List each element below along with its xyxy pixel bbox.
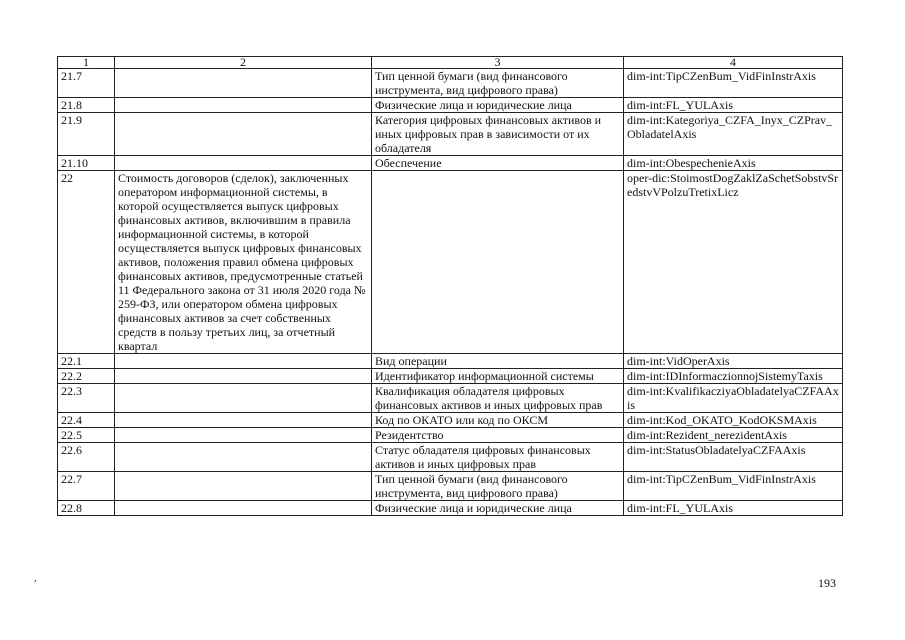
header-row bbox=[58, 57, 843, 69]
row-name bbox=[372, 428, 624, 443]
row-description bbox=[115, 98, 372, 113]
row-number-text: 21.7 bbox=[61, 69, 82, 83]
row-code-text: dim-int:Kategoriya_CZFA_Inyx_CZPrav_ObladatelAxis bbox=[627, 113, 833, 141]
row-number bbox=[58, 472, 115, 501]
table-row bbox=[58, 98, 843, 113]
row-name-text: Тип ценной бумаги (вид финансового инструмента, вид цифрового права) bbox=[375, 69, 568, 97]
row-code-text: dim-int:FL_YULAxis bbox=[627, 501, 734, 515]
row-name bbox=[372, 69, 624, 98]
row-name-text: Тип ценной бумаги (вид финансового инструмента, вид цифрового права) bbox=[375, 472, 568, 500]
row-code-text: dim-int:IDInformaczionnojSistemyTaxis bbox=[627, 369, 823, 383]
row-description bbox=[115, 369, 372, 384]
row-name bbox=[372, 156, 624, 171]
row-code bbox=[624, 354, 843, 369]
row-name bbox=[372, 171, 624, 354]
row-name bbox=[372, 384, 624, 413]
row-code-text: oper-dic:StoimostDogZaklZaSchetSobstvSredstvVPolzuTretixLicz bbox=[627, 171, 839, 199]
row-name-text: Категория цифровых финансовых активов и иных цифровых прав в зависимости от их обладателя bbox=[375, 113, 602, 155]
indicator-table bbox=[57, 56, 843, 516]
row-number bbox=[58, 69, 115, 98]
row-name bbox=[372, 501, 624, 516]
row-name-text: Квалификация обладателя цифровых финансовых активов и иных цифровых прав bbox=[375, 384, 603, 412]
table-row bbox=[58, 413, 843, 428]
row-description bbox=[115, 501, 372, 516]
row-code bbox=[624, 428, 843, 443]
row-number bbox=[58, 113, 115, 156]
row-description bbox=[115, 413, 372, 428]
row-name-text: Физические лица и юридические лица bbox=[375, 98, 572, 112]
table-row bbox=[58, 69, 843, 98]
table-body bbox=[58, 57, 843, 516]
row-number-text: 22.4 bbox=[61, 413, 82, 427]
row-name-text: Код по ОКАТО или код по ОКСМ bbox=[375, 413, 548, 427]
row-code bbox=[624, 501, 843, 516]
row-name-text: Идентификатор информационной системы bbox=[375, 369, 594, 383]
table-row bbox=[58, 384, 843, 413]
row-number-text: 22.2 bbox=[61, 369, 82, 383]
row-description bbox=[115, 171, 372, 354]
row-number-text: 21.8 bbox=[61, 98, 82, 112]
row-code-text: dim-int:StatusObladatelyaCZFAAxis bbox=[627, 443, 806, 457]
row-code-text: dim-int:FL_YULAxis bbox=[627, 98, 734, 112]
row-name-text: Резидентство bbox=[375, 428, 444, 442]
row-code-text: dim-int:KvalifikacziyaObladatelyaCZFAAxis bbox=[627, 384, 839, 412]
row-description-text: Стоимость договоров (сделок), заключенных оператором информационной системы, в которой осуществляется выпуск цифровых финансовых активов, включившим в правила информационной системы, в которой осуществляется выпуск цифровых финансовых активов, положения правил обмена цифровых финансовых активов, предусмотренные статьей 11 Федерального закона от 31 июля 2020 года № 259-ФЗ, или оператором обмена цифровых финансовых активов за счет собственных средств в пользу третьих лиц, за отчетный квартал bbox=[118, 171, 366, 353]
row-description bbox=[115, 113, 372, 156]
row-number-text: 22.6 bbox=[61, 443, 82, 457]
row-number bbox=[58, 354, 115, 369]
table-row bbox=[58, 171, 843, 354]
row-code bbox=[624, 98, 843, 113]
row-number-text: 21.10 bbox=[61, 156, 88, 170]
table-row bbox=[58, 428, 843, 443]
row-code-text: dim-int:TipCZenBum_VidFinInstrAxis bbox=[627, 69, 816, 83]
row-name bbox=[372, 413, 624, 428]
row-code bbox=[624, 369, 843, 384]
row-number bbox=[58, 443, 115, 472]
header-col-4: 4 bbox=[624, 57, 843, 69]
row-code bbox=[624, 156, 843, 171]
row-number-text: 22 bbox=[61, 171, 73, 185]
row-code-text: dim-int:ObespechenieAxis bbox=[627, 156, 756, 170]
table-row bbox=[58, 472, 843, 501]
row-number-text: 22.5 bbox=[61, 428, 82, 442]
row-description bbox=[115, 384, 372, 413]
row-name-text: Физические лица и юридические лица bbox=[375, 501, 572, 515]
row-code-text: dim-int:Kod_OKATO_KodOKSMAxis bbox=[627, 413, 817, 427]
row-code bbox=[624, 113, 843, 156]
table-row bbox=[58, 113, 843, 156]
row-number-text: 22.1 bbox=[61, 354, 82, 368]
row-number bbox=[58, 171, 115, 354]
row-description bbox=[115, 69, 372, 98]
row-description bbox=[115, 156, 372, 171]
row-name bbox=[372, 113, 624, 156]
row-code-text: dim-int:TipCZenBum_VidFinInstrAxis bbox=[627, 472, 816, 486]
row-code-text: dim-int:Rezident_nerezidentAxis bbox=[627, 428, 787, 442]
row-description bbox=[115, 472, 372, 501]
row-code bbox=[624, 171, 843, 354]
row-number-text: 22.8 bbox=[61, 501, 82, 515]
page-number: 193 bbox=[818, 576, 836, 590]
row-number bbox=[58, 384, 115, 413]
table-row bbox=[58, 156, 843, 171]
row-description bbox=[115, 428, 372, 443]
row-code bbox=[624, 384, 843, 413]
header-col-1: 1 bbox=[58, 57, 115, 69]
table-row bbox=[58, 354, 843, 369]
row-number bbox=[58, 156, 115, 171]
row-description bbox=[115, 354, 372, 369]
table-row bbox=[58, 501, 843, 516]
row-code bbox=[624, 472, 843, 501]
row-number bbox=[58, 428, 115, 443]
stray-mark: , bbox=[34, 573, 37, 584]
header-col-3: 3 bbox=[372, 57, 624, 69]
row-name-text: Обеспечение bbox=[375, 156, 442, 170]
row-number bbox=[58, 501, 115, 516]
row-number-text: 22.3 bbox=[61, 384, 82, 398]
row-number-text: 21.9 bbox=[61, 113, 82, 127]
row-code bbox=[624, 443, 843, 472]
header-col-2: 2 bbox=[115, 57, 372, 69]
row-code bbox=[624, 69, 843, 98]
row-name bbox=[372, 443, 624, 472]
row-name-text: Статус обладателя цифровых финансовых активов и иных цифровых прав bbox=[375, 443, 591, 471]
row-name-text: Вид операции bbox=[375, 354, 447, 368]
row-code-text: dim-int:VidOperAxis bbox=[627, 354, 730, 368]
row-number bbox=[58, 369, 115, 384]
row-name bbox=[372, 354, 624, 369]
row-number bbox=[58, 413, 115, 428]
row-name bbox=[372, 98, 624, 113]
row-name bbox=[372, 369, 624, 384]
row-description bbox=[115, 443, 372, 472]
row-number bbox=[58, 98, 115, 113]
row-number-text: 22.7 bbox=[61, 472, 82, 486]
table-row bbox=[58, 369, 843, 384]
table-row bbox=[58, 443, 843, 472]
row-name bbox=[372, 472, 624, 501]
row-code bbox=[624, 413, 843, 428]
